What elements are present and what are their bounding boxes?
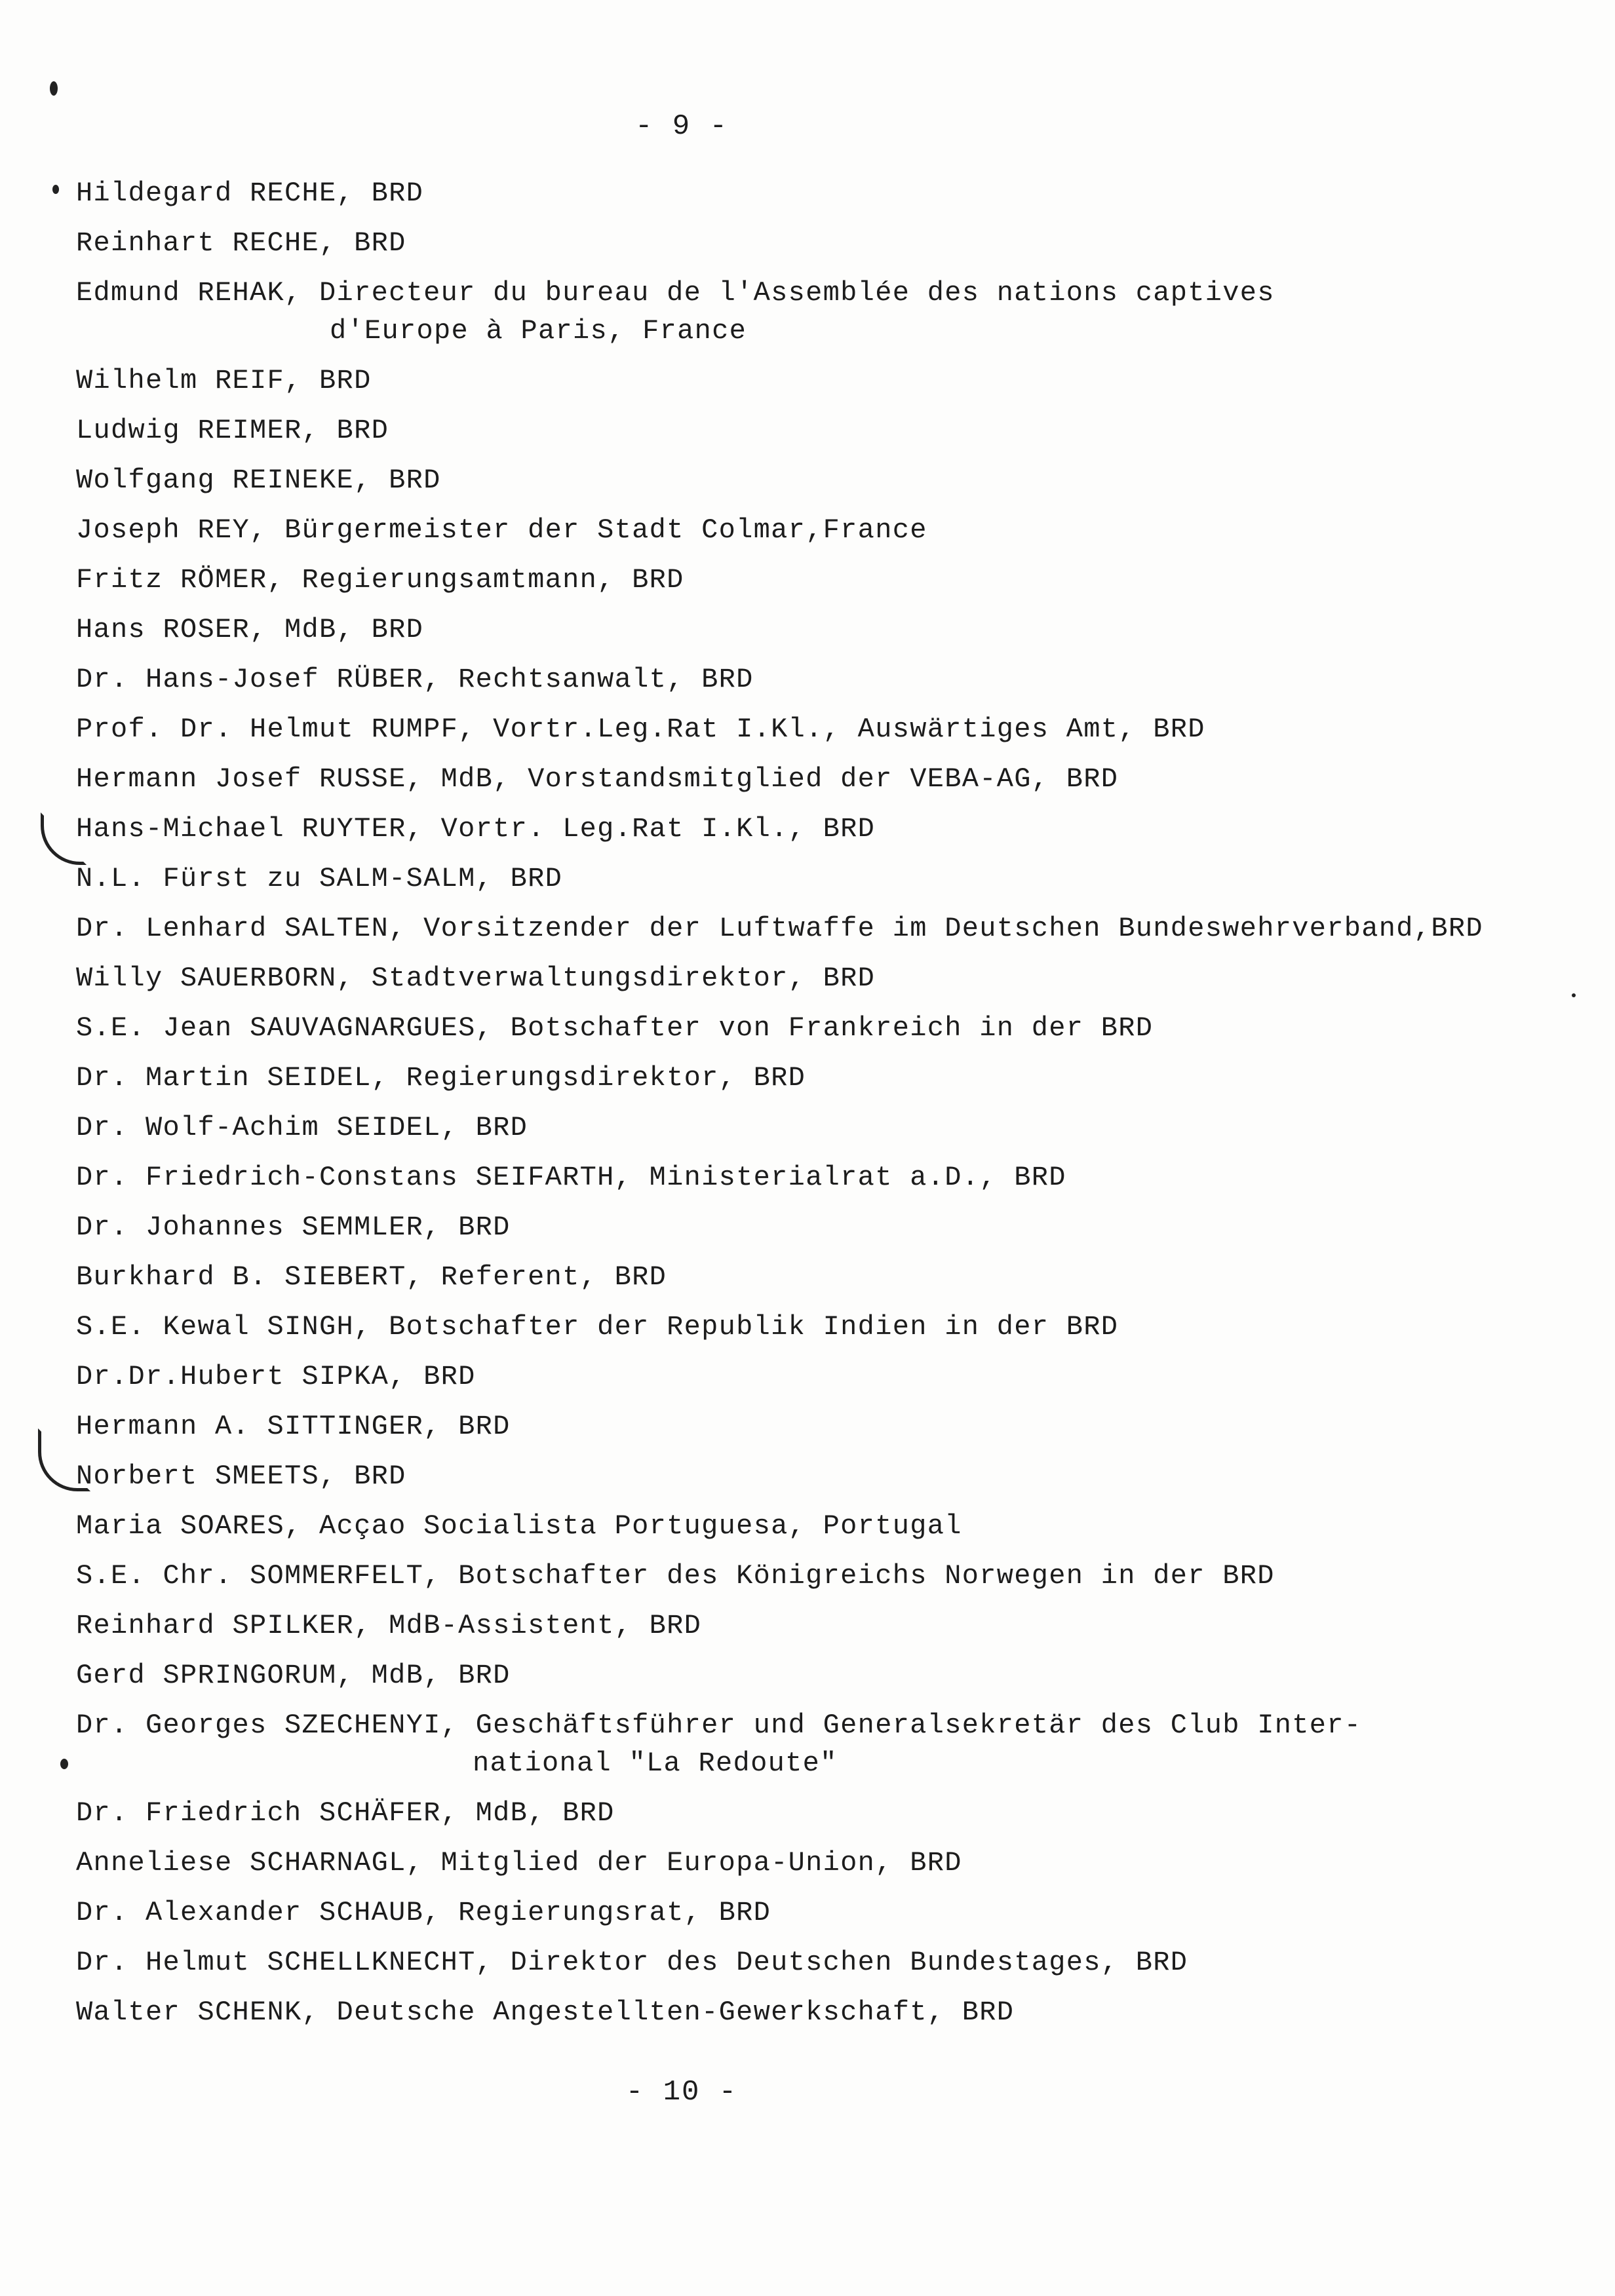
list-item [76,1557,1557,1607]
list-item [76,1358,1557,1407]
entry-text: Hildegard RECHE, BRD [76,178,424,209]
entry-text: Hermann A. SITTINGER, BRD [76,1411,511,1442]
list-item [76,660,1557,710]
list-item [76,274,1557,362]
list-item [76,1794,1557,1844]
list-item [76,860,1557,909]
entry-text: Maria SOARES, Acçao Socialista Portuguesa, Portugal [76,1510,962,1542]
entry-text: N.L. Fürst zu SALM-SALM, BRD [76,863,563,894]
entry-text: Norbert SMEETS, BRD [76,1461,406,1492]
entry-text: Anneliese SCHARNAGL, Mitglied der Europa-Union, BRD [76,1847,962,1879]
entry-text: Dr. Friedrich-Constans SEIFARTH, Ministerialrat a.D., BRD [76,1162,1066,1193]
list-item [76,959,1557,1009]
list-item [76,1507,1557,1557]
list-item [76,1009,1557,1059]
list-item [76,1258,1557,1308]
list-item [76,362,1557,411]
entry-text: Dr. Johannes SEMMLER, BRD [76,1212,511,1243]
entry-text: Hermann Josef RUSSE, MdB, Vorstandsmitglied der VEBA-AG, BRD [76,763,1119,795]
entry-text: Ludwig REIMER, BRD [76,415,389,446]
participant-list [76,174,1557,2043]
entry-text: Reinhard SPILKER, MdB-Assistent, BRD [76,1610,702,1641]
entry-text: Dr. Lenhard SALTEN, Vorsitzender der Luftwaffe im Deutschen Bundeswehrverband,BRD [76,913,1483,944]
entry-text: Dr. Martin SEIDEL, Regierungsdirektor, BRD [76,1062,806,1094]
scan-speck [50,81,58,96]
entry-text: Dr. Georges SZECHENYI, Geschäftsführer und Generalsekretär des Club Inter- [76,1710,1362,1741]
entry-text: Edmund REHAK, Directeur du bureau de l'Assemblée des nations captives [76,277,1275,309]
scan-speck [60,1759,68,1769]
entry-text: Hans-Michael RUYTER, Vortr. Leg.Rat I.Kl., BRD [76,813,876,845]
list-item [76,1943,1557,1993]
list-item [76,1457,1557,1507]
list-item [76,710,1557,760]
entry-text: Dr. Helmut SCHELLKNECHT, Direktor des Deutschen Bundestages, BRD [76,1947,1188,1978]
entry-text: Dr. Friedrich SCHÄFER, MdB, BRD [76,1797,615,1829]
list-item [76,760,1557,810]
entry-text: S.E. Jean SAUVAGNARGUES, Botschafter von Frankreich in der BRD [76,1012,1154,1044]
list-item [76,224,1557,274]
entry-text: S.E. Chr. SOMMERFELT, Botschafter des Königreichs Norwegen in der BRD [76,1560,1275,1592]
entry-text: Fritz RÖMER, Regierungsamtmann, BRD [76,564,684,596]
list-item [76,611,1557,660]
list-item [76,1706,1557,1794]
scan-speck [1572,993,1576,997]
entry-text: S.E. Kewal SINGH, Botschafter der Republik Indien in der BRD [76,1311,1119,1343]
list-item [76,411,1557,461]
entry-text: Walter SCHENK, Deutsche Angestellten-Gewerkschaft, BRD [76,1997,1015,2028]
list-item [76,1059,1557,1109]
list-item [76,1894,1557,1943]
entry-text: Dr.Dr.Hubert SIPKA, BRD [76,1361,476,1392]
entry-text: Wolfgang REINEKE, BRD [76,465,441,496]
punch-hole-mark [38,1428,90,1491]
entry-text: Hans ROSER, MdB, BRD [76,614,424,645]
next-page-number: - 10 - [625,2076,738,2109]
entry-text: Prof. Dr. Helmut RUMPF, Vortr.Leg.Rat I.Kl., Auswärtiges Amt, BRD [76,714,1205,745]
list-item [76,810,1557,860]
list-item [76,511,1557,561]
list-item [76,1158,1557,1208]
punch-hole-mark [41,813,87,865]
list-item [76,1109,1557,1158]
entry-continuation: d'Europe à Paris, France [330,315,747,347]
list-item [76,1407,1557,1457]
entry-text: Wilhelm REIF, BRD [76,365,372,396]
entry-text: Willy SAUERBORN, Stadtverwaltungsdirektor, BRD [76,963,876,994]
entry-text: Reinhart RECHE, BRD [76,227,406,259]
entry-text: Dr. Wolf-Achim SEIDEL, BRD [76,1112,528,1143]
entry-text: Dr. Hans-Josef RÜBER, Rechtsanwalt, BRD [76,664,754,695]
list-item [76,561,1557,611]
list-item [76,1607,1557,1656]
list-item [76,1208,1557,1258]
page-number: - 9 - [634,110,729,143]
entry-continuation: national "La Redoute" [473,1748,838,1779]
entry-text: Dr. Alexander SCHAUB, Regierungsrat, BRD [76,1897,771,1928]
list-item [76,909,1557,959]
scan-speck [52,185,59,194]
list-item [76,1993,1557,2043]
list-item [76,461,1557,511]
entry-text: Gerd SPRINGORUM, MdB, BRD [76,1660,511,1691]
list-item [76,174,1557,224]
entry-text: Joseph REY, Bürgermeister der Stadt Colmar,France [76,514,927,546]
entry-text: Burkhard B. SIEBERT, Referent, BRD [76,1261,667,1293]
list-item [76,1844,1557,1894]
list-item [76,1656,1557,1706]
list-item [76,1308,1557,1358]
